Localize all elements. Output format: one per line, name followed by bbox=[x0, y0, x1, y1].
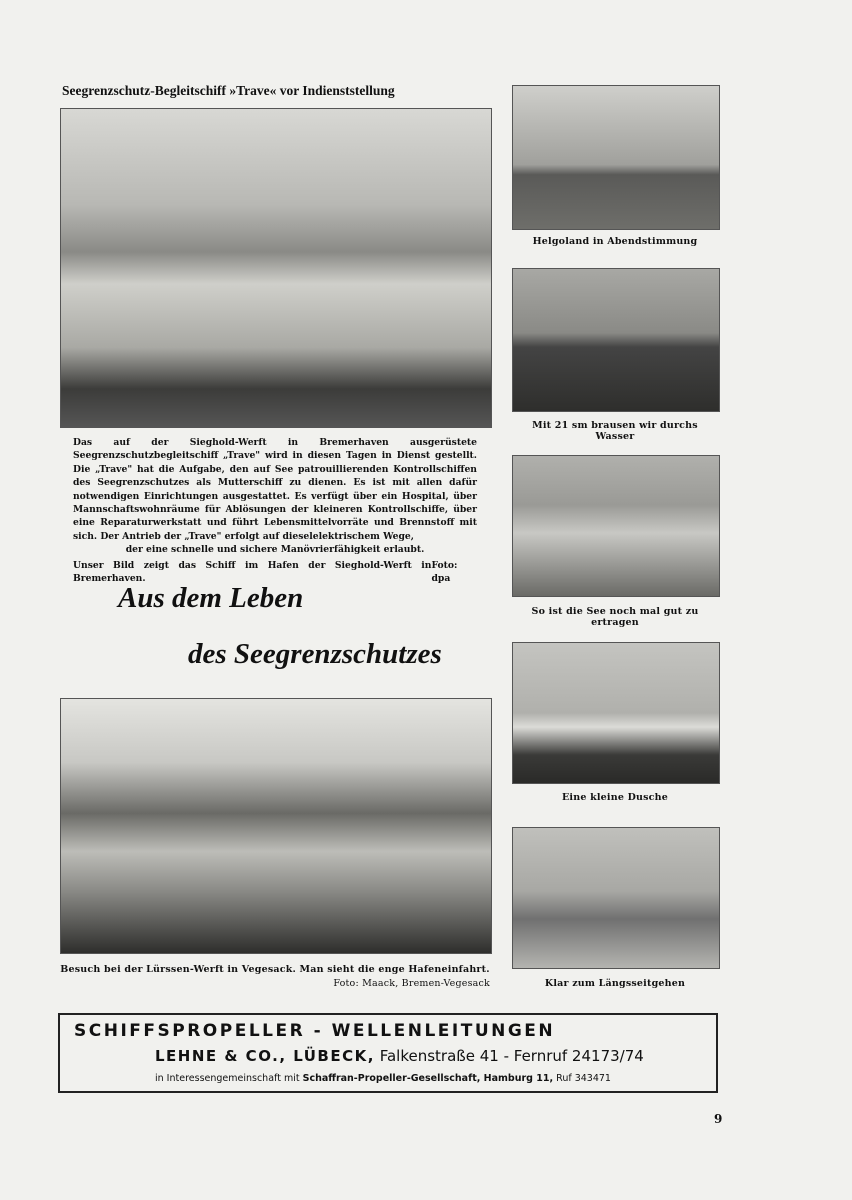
section-heading-line2: des Seegrenzschutzes bbox=[188, 638, 442, 670]
side-caption: Klar zum Längsseitgehen bbox=[544, 978, 686, 989]
side-photo-alongside bbox=[512, 827, 720, 969]
ad-address: Falkenstraße 41 - Fernruf 24173/74 bbox=[379, 1047, 644, 1065]
photo-trave-ship bbox=[60, 108, 492, 428]
photo-luerssen-werft bbox=[60, 698, 492, 954]
side-caption: Eine kleine Dusche bbox=[561, 792, 669, 803]
side-caption: So ist die See noch mal gut zu ertragen bbox=[531, 606, 699, 628]
side-photo-helgoland bbox=[512, 85, 720, 230]
ad-company: LEHNE & CO., LÜBECK, bbox=[155, 1047, 375, 1065]
section-heading-line1: Aus dem Leben bbox=[118, 582, 304, 614]
advertisement-box bbox=[58, 1013, 718, 1093]
side-caption: Mit 21 sm brausen wir durchs Wasser bbox=[532, 420, 698, 442]
bottom-photo-caption: Besuch bei der Lürssen-Werft in Vegesack. Man sieht die enge Hafeneinfahrt. bbox=[60, 964, 490, 975]
ad-company-line bbox=[155, 1047, 644, 1065]
side-photo-spray bbox=[512, 642, 720, 784]
photo-credit: Foto: dpa bbox=[431, 559, 458, 585]
article-body bbox=[73, 436, 477, 585]
side-caption: Helgoland in Abendstimmung bbox=[532, 236, 698, 247]
article-title: Seegrenzschutz-Begleitschiff »Trave« vor Indienststellung bbox=[62, 83, 395, 98]
photo-caption: Unser Bild zeigt das Schiff im Hafen der Sieghold-Werft in Bremerhaven. bbox=[73, 559, 432, 585]
ad-partner-company: Schaffran-Propeller-Gesellschaft, Hamburg 11, bbox=[302, 1073, 554, 1084]
page-number: 9 bbox=[714, 1112, 723, 1126]
ad-partner-prefix: in Interessengemeinschaft mit bbox=[155, 1073, 300, 1084]
side-photo-boat-speed bbox=[512, 268, 720, 412]
ad-partner-phone: Ruf 343471 bbox=[556, 1073, 611, 1084]
side-photo-rough-sea bbox=[512, 455, 720, 597]
ad-headline: SCHIFFSPROPELLER - WELLENLEITUNGEN bbox=[74, 1021, 556, 1041]
ad-partner-line bbox=[155, 1073, 611, 1084]
article-paragraph: Das auf der Sieghold-Werft in Bremerhaven ausgerüstete Seegrenzschutzbegleitschiff „Trave" wird in diesen Tagen in Dienst gestellt. Die „Trave" hat die Aufgabe, den auf See patrouillierenden Kontrollschiffen des Seegrenzschutzes als Mutterschiff zu dienen. Es ist mit allen dafür notwendigen Einrichtungen ausgestattet. Es verfügt über ein Hospital, über Mannschaftswohnräume für Ablösungen der kleineren Kontrollschiffe, über eine Reparaturwerkstatt und führt Lebensmittelvorräte und Brennstoff mit sich. Der Antrieb der „Trave" erfolgt auf dieselelektrischem Wege, bbox=[73, 437, 477, 542]
article-paragraph: der eine schnelle und sichere Manövrierfähigkeit erlaubt. bbox=[125, 544, 425, 556]
bottom-photo-credit: Foto: Maack, Bremen-Vegesack bbox=[333, 978, 490, 989]
